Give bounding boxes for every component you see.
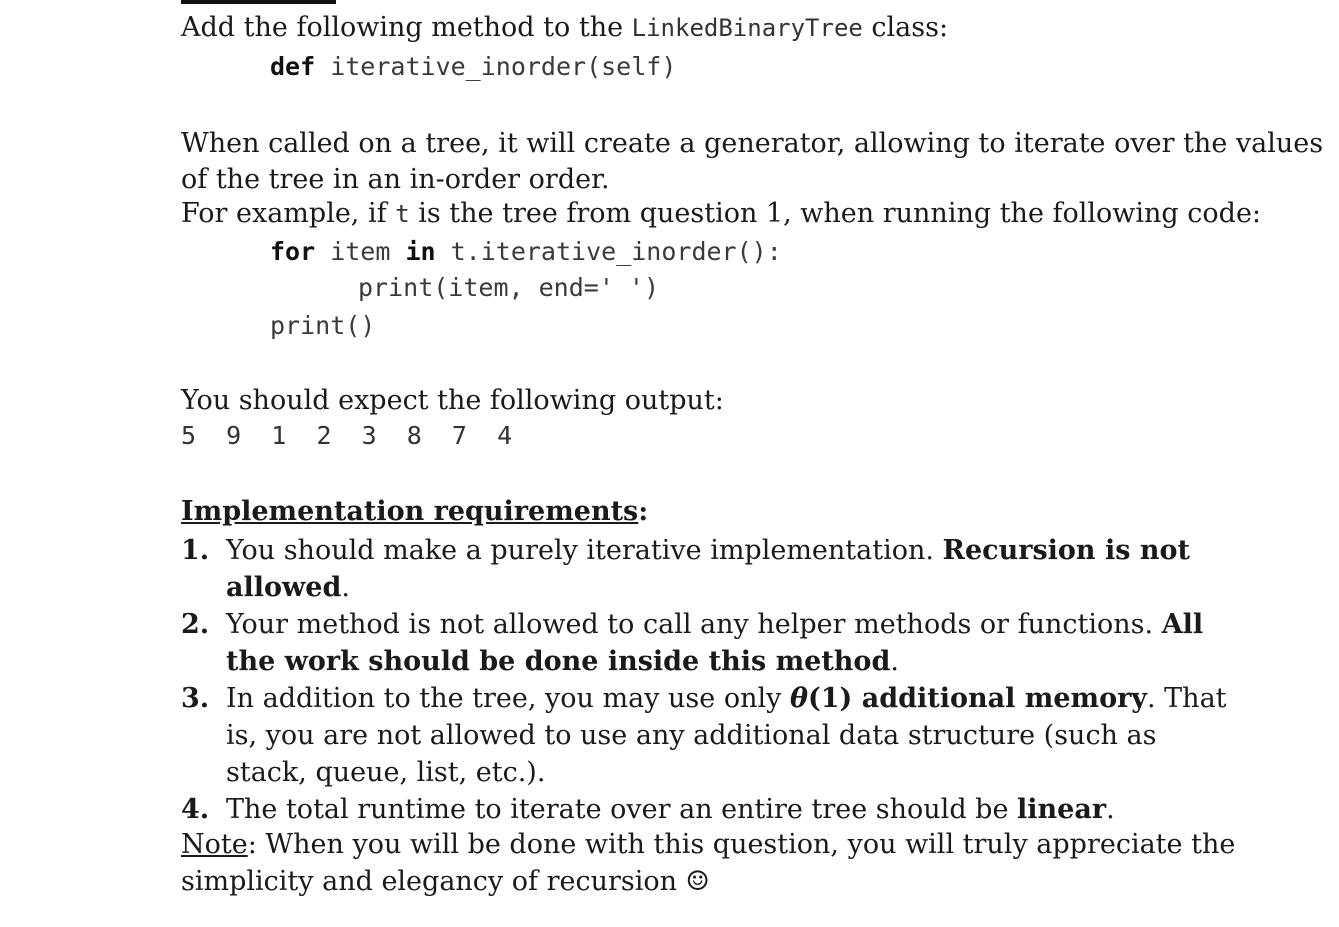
intro-line bbox=[181, 10, 948, 46]
requirement-item bbox=[181, 532, 1241, 606]
requirement-tail: . That is, you are not allowed to use any additional data structure (such as stack, queue, list, etc.). bbox=[226, 683, 1227, 788]
requirements-heading bbox=[181, 494, 648, 530]
note-label: Note bbox=[181, 829, 248, 860]
intro-text-after: class: bbox=[862, 12, 949, 43]
requirement-number: 3. bbox=[181, 683, 210, 714]
requirement-number: 4. bbox=[181, 794, 210, 825]
example-after: is the tree from question 1, when running the following code: bbox=[409, 198, 1262, 229]
requirement-bold: linear bbox=[1017, 794, 1107, 825]
requirement-item bbox=[181, 791, 1241, 828]
top-rule bbox=[181, 0, 336, 4]
note-text1: : When you will be done with this question, you will truly appreciate the bbox=[247, 829, 1236, 860]
requirements-title: Implementation requirements bbox=[181, 496, 639, 527]
example-var: t bbox=[395, 200, 410, 228]
code-line1-mid: item bbox=[315, 237, 406, 266]
requirement-item bbox=[181, 606, 1241, 680]
method-signature bbox=[270, 49, 676, 85]
description-line2: of the tree in an in-order order. bbox=[181, 164, 610, 195]
def-keyword: def bbox=[270, 52, 316, 81]
code-line1-rest: t.iterative_inorder(): bbox=[435, 237, 782, 266]
requirement-text: You should make a purely iterative implementation. bbox=[226, 535, 943, 566]
requirements-colon: : bbox=[638, 496, 649, 527]
requirement-number: 1. bbox=[181, 535, 210, 566]
requirements-list bbox=[181, 532, 1241, 828]
requirement-text: In addition to the tree, you may use only bbox=[226, 683, 790, 714]
requirement-tail: . bbox=[890, 646, 899, 677]
example-line bbox=[181, 196, 1261, 232]
expected-label: You should expect the following output: bbox=[181, 385, 724, 416]
requirement-bold: Recursion is not allowed bbox=[226, 535, 1190, 603]
requirement-text: The total runtime to iterate over an entire tree should be bbox=[226, 794, 1018, 825]
requirement-number: 2. bbox=[181, 609, 210, 640]
note-line2: simplicity and elegancy of recursion ☺ bbox=[181, 866, 710, 897]
example-before: For example, if bbox=[181, 198, 396, 229]
in-keyword: in bbox=[405, 237, 436, 266]
code-line2: print(item, end=' ') bbox=[358, 273, 660, 302]
requirement-bold: All the work should be done inside this method bbox=[226, 609, 1204, 677]
code-line3: print() bbox=[270, 311, 376, 340]
for-keyword: for bbox=[270, 237, 316, 266]
requirement-item bbox=[181, 680, 1241, 791]
note-line1 bbox=[181, 827, 1235, 863]
signature-rest: iterative_inorder(self) bbox=[315, 52, 677, 81]
theta-symbol: θ bbox=[789, 683, 808, 714]
requirement-tail: . bbox=[341, 572, 350, 603]
code-line1 bbox=[270, 234, 782, 270]
requirement-text: Your method is not allowed to call any helper methods or functions. bbox=[226, 609, 1162, 640]
description-line1: When called on a tree, it will create a generator, allowing to iterate over the values bbox=[181, 128, 1324, 159]
intro-text-before: Add the following method to the bbox=[181, 12, 632, 43]
requirement-tail: . bbox=[1106, 794, 1115, 825]
class-name: LinkedBinaryTree bbox=[631, 14, 863, 42]
requirement-bold: (1) additional memory bbox=[807, 683, 1147, 714]
expected-output: 5 9 1 2 3 8 7 4 bbox=[181, 421, 513, 450]
